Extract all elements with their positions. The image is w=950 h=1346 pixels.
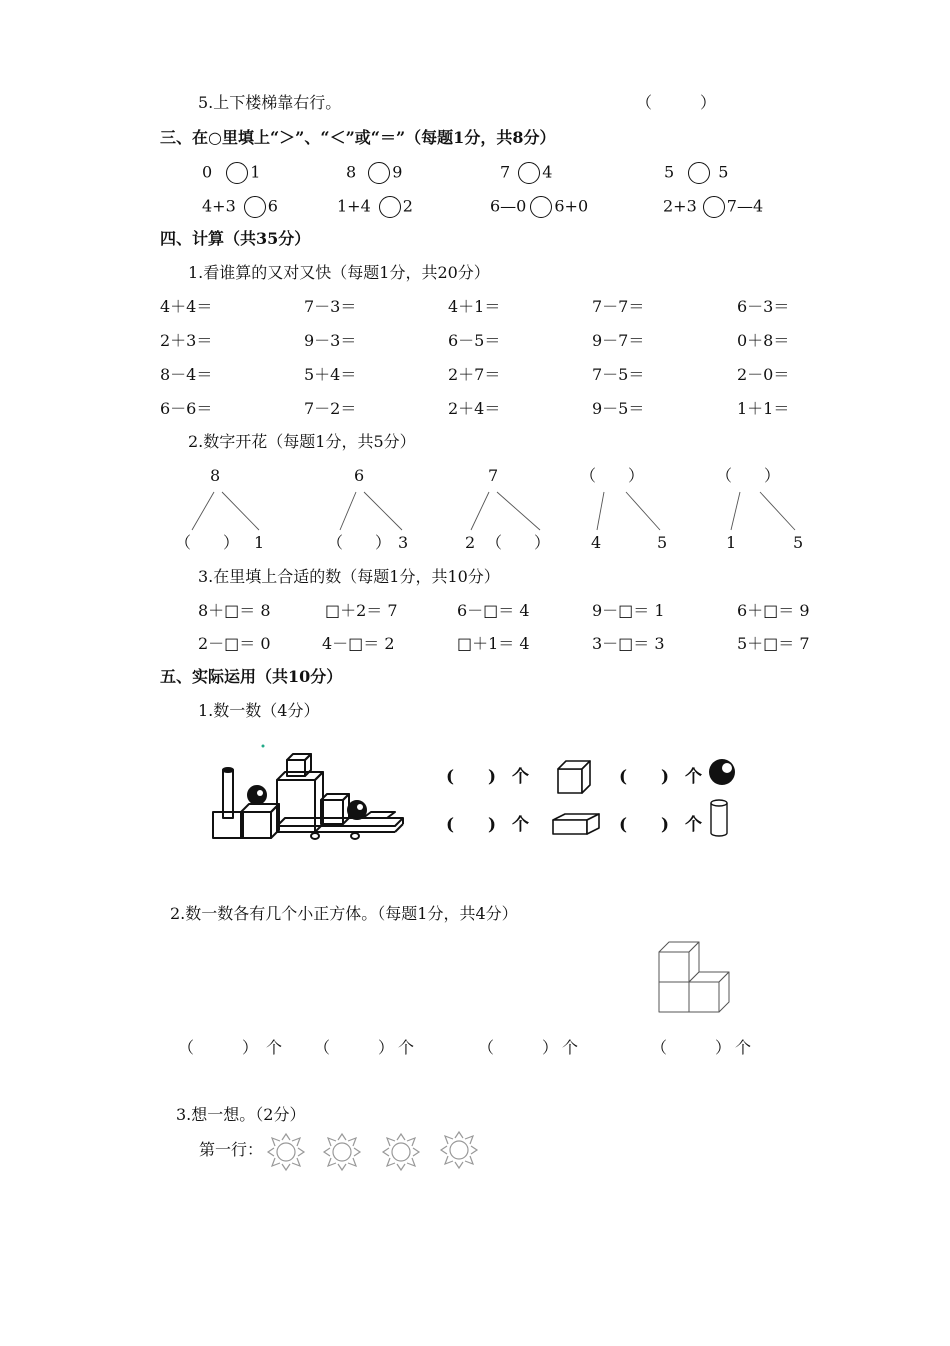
calc-item[interactable]: 1＋1＝ bbox=[737, 399, 790, 418]
answer-paren[interactable]: （ ） bbox=[314, 1038, 395, 1057]
tree-left[interactable]: （ ） bbox=[327, 533, 392, 552]
cube-icon bbox=[556, 759, 596, 799]
section-3-title: 三、在○里填上“＞”、“＜”或“＝”（每题1分，共8分） bbox=[160, 128, 556, 147]
calc-item[interactable]: 5＋4＝ bbox=[304, 365, 357, 384]
answer-paren[interactable]: （ ） bbox=[651, 1038, 732, 1057]
part-5-1-title: 1.数一数（4分） bbox=[198, 701, 320, 720]
sun-icon bbox=[441, 1132, 477, 1168]
compare-item: 7 4 bbox=[500, 162, 552, 184]
compare-item: 2+3 7—4 bbox=[663, 196, 763, 218]
compare-circle[interactable] bbox=[703, 196, 725, 218]
calc-item[interactable]: 4＋1＝ bbox=[448, 297, 501, 316]
answer-paren[interactable]: ( ) bbox=[619, 815, 670, 835]
tree-right: 1 bbox=[254, 533, 265, 552]
sun-icon bbox=[383, 1134, 419, 1170]
calc-item[interactable]: 7－7＝ bbox=[592, 297, 645, 316]
compare-circle[interactable] bbox=[379, 196, 401, 218]
cuboid-icon bbox=[551, 806, 603, 838]
calc-item[interactable]: 7－5＝ bbox=[592, 365, 645, 384]
calc-item[interactable]: 6－3＝ bbox=[737, 297, 790, 316]
tree-branches bbox=[0, 470, 950, 570]
compare-item: 0 1 bbox=[202, 162, 260, 184]
unit-label: 个 bbox=[266, 1038, 283, 1057]
compare-item: 8 9 bbox=[346, 162, 402, 184]
question-5-text: 5.上下楼梯靠右行。 bbox=[198, 93, 342, 112]
unit-label: 个 bbox=[512, 767, 529, 787]
sun-icon bbox=[324, 1134, 360, 1170]
compare-item: 4+3 6 bbox=[202, 196, 278, 218]
calc-item[interactable]: 0＋8＝ bbox=[737, 331, 790, 350]
tree-left: 4 bbox=[591, 533, 602, 552]
calc-item[interactable]: 9－7＝ bbox=[592, 331, 645, 350]
tree-left: 2 bbox=[465, 533, 476, 552]
compare-item: 1+4 2 bbox=[337, 196, 413, 218]
calc-item[interactable]: 8－4＝ bbox=[160, 365, 213, 384]
tree-top: 7 bbox=[488, 466, 499, 485]
part-5-2-title: 2.数一数各有几个小正方体。（每题1分，共4分） bbox=[170, 904, 518, 923]
fill-item[interactable]: 5＋□＝ 7 bbox=[737, 634, 810, 653]
compare-item: 6—0 6+0 bbox=[490, 196, 588, 218]
unit-label: 个 bbox=[685, 815, 702, 835]
tree-left: 1 bbox=[726, 533, 737, 552]
calc-item[interactable]: 9－5＝ bbox=[592, 399, 645, 418]
unit-label: 个 bbox=[512, 815, 529, 835]
fill-item[interactable]: □＋2＝ 7 bbox=[325, 601, 398, 620]
answer-paren[interactable]: （ ） bbox=[478, 1038, 559, 1057]
calc-item[interactable]: 2－0＝ bbox=[737, 365, 790, 384]
compare-circle[interactable] bbox=[368, 162, 390, 184]
compare-circle[interactable] bbox=[530, 196, 552, 218]
tree-right: 5 bbox=[657, 533, 668, 552]
calc-item[interactable]: 7－2＝ bbox=[304, 399, 357, 418]
unit-label: 个 bbox=[735, 1038, 752, 1057]
part-1-title: 1.看谁算的又对又快（每题1分，共20分） bbox=[188, 263, 490, 282]
tree-top[interactable]: （ ） bbox=[716, 466, 781, 485]
cylinder-icon bbox=[708, 797, 732, 841]
calc-item[interactable]: 9－3＝ bbox=[304, 331, 357, 350]
calc-item[interactable]: 2＋7＝ bbox=[448, 365, 501, 384]
fill-item[interactable]: 9－□＝ 1 bbox=[592, 601, 665, 620]
stacked-cubes-image bbox=[657, 940, 737, 1016]
answer-paren[interactable]: ( ) bbox=[446, 767, 497, 787]
tree-right: 3 bbox=[398, 533, 409, 552]
section-4-title: 四、计算（共35分） bbox=[160, 229, 311, 248]
calc-item[interactable]: 7－3＝ bbox=[304, 297, 357, 316]
unit-label: 个 bbox=[562, 1038, 579, 1057]
sun-icon bbox=[268, 1134, 304, 1170]
tree-top: 6 bbox=[354, 466, 365, 485]
calc-item[interactable]: 6－5＝ bbox=[448, 331, 501, 350]
tree-top[interactable]: （ ） bbox=[580, 466, 645, 485]
section-5-title: 五、实际运用（共10分） bbox=[160, 667, 343, 686]
fill-item[interactable]: 6＋□＝ 9 bbox=[737, 601, 810, 620]
shapes-assembly-image bbox=[205, 740, 415, 850]
row-1-label: 第一行： bbox=[199, 1140, 264, 1159]
calc-item[interactable]: 2＋4＝ bbox=[448, 399, 501, 418]
tree-left[interactable]: （ ） bbox=[175, 533, 240, 552]
calc-item[interactable]: 2＋3＝ bbox=[160, 331, 213, 350]
answer-paren[interactable]: ( ) bbox=[446, 815, 497, 835]
sun-row bbox=[262, 1130, 502, 1174]
tree-right: 5 bbox=[793, 533, 804, 552]
unit-label: 个 bbox=[398, 1038, 415, 1057]
answer-paren[interactable]: （ ） bbox=[178, 1038, 259, 1057]
unit-label: 个 bbox=[685, 767, 702, 787]
compare-item: 5 5 bbox=[664, 162, 728, 184]
answer-paren[interactable]: ( ) bbox=[619, 767, 670, 787]
tree-top: 8 bbox=[210, 466, 221, 485]
fill-item[interactable]: □＋1＝ 4 bbox=[457, 634, 530, 653]
calc-item[interactable]: 6－6＝ bbox=[160, 399, 213, 418]
part-2-title: 2.数字开花（每题1分，共5分） bbox=[188, 432, 416, 451]
part-5-3-title: 3.想一想。（2分） bbox=[176, 1105, 306, 1124]
tree-right[interactable]: （ ） bbox=[486, 533, 551, 552]
fill-item[interactable]: 4－□＝ 2 bbox=[322, 634, 395, 653]
compare-circle[interactable] bbox=[226, 162, 248, 184]
fill-item[interactable]: 8＋□＝ 8 bbox=[198, 601, 271, 620]
question-5-answer-paren[interactable]: （ ） bbox=[636, 93, 717, 112]
calc-item[interactable]: 4＋4＝ bbox=[160, 297, 213, 316]
part-3-title: 3.在里填上合适的数（每题1分，共10分） bbox=[198, 567, 500, 586]
fill-item[interactable]: 2－□＝ 0 bbox=[198, 634, 271, 653]
compare-circle[interactable] bbox=[688, 162, 710, 184]
sphere-icon bbox=[707, 757, 739, 789]
fill-item[interactable]: 3－□＝ 3 bbox=[592, 634, 665, 653]
compare-circle[interactable] bbox=[244, 196, 266, 218]
compare-circle[interactable] bbox=[518, 162, 540, 184]
fill-item[interactable]: 6－□＝ 4 bbox=[457, 601, 530, 620]
